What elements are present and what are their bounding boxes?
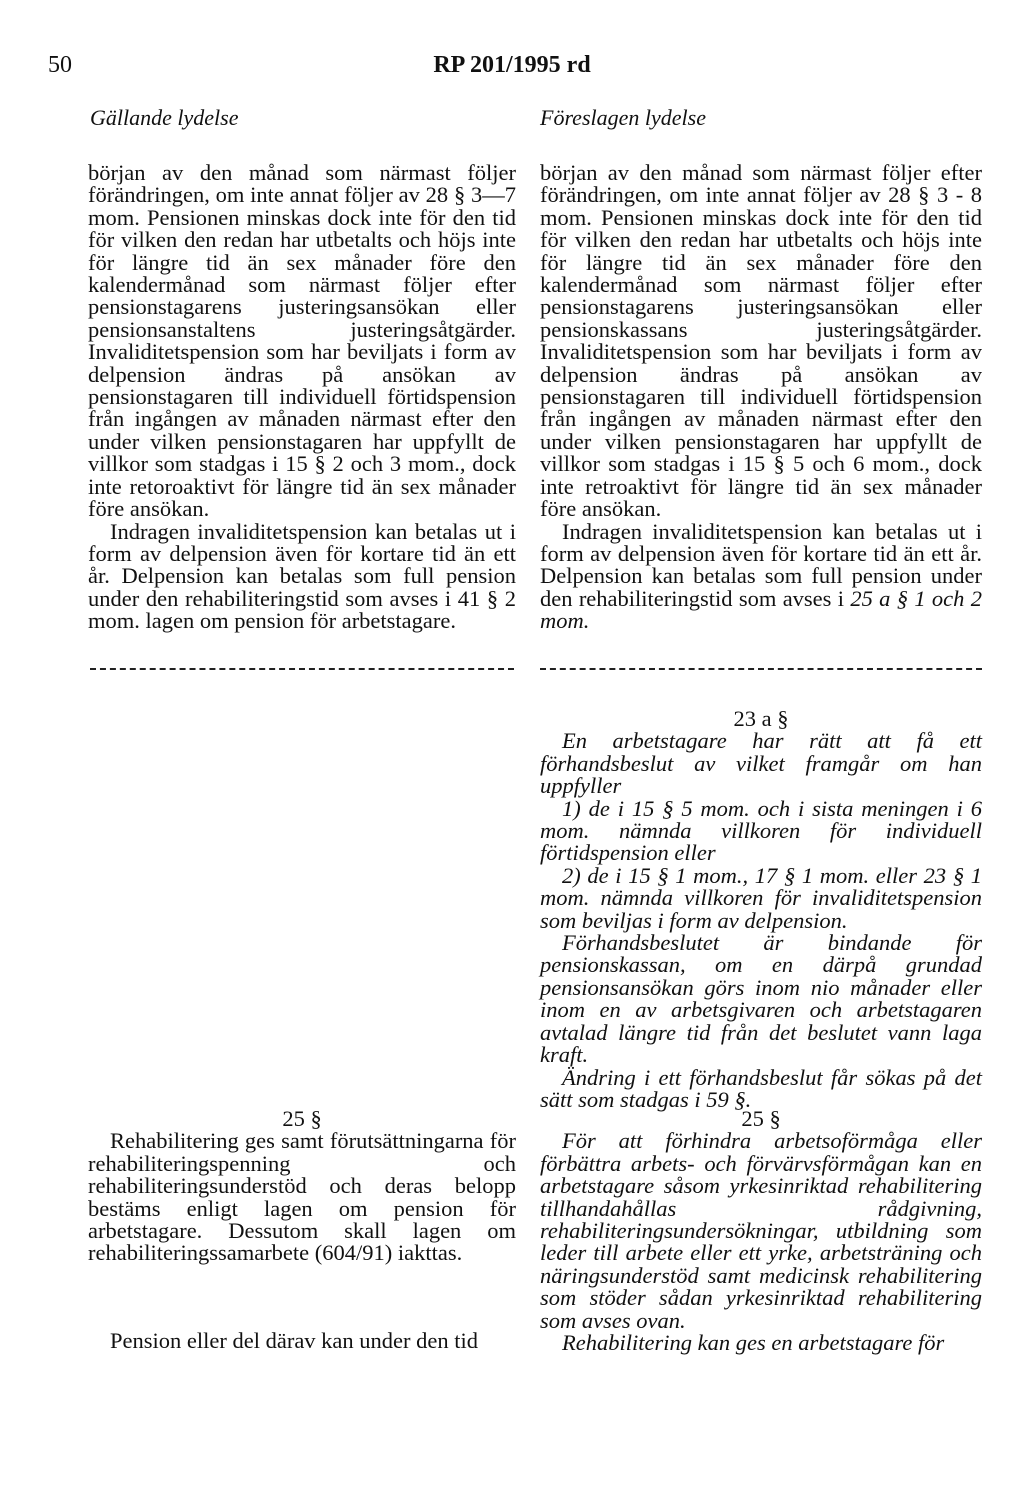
right-column-heading: Föreslagen lydelse	[540, 105, 706, 130]
left-last-line: Pension eller del därav kan under den tid	[110, 1328, 479, 1353]
section-23a-p5: Ändring i ett förhandsbeslut får sökas på det sätt som stadgas i 59 §.	[540, 1064, 982, 1112]
right-separator-dashes	[540, 668, 982, 670]
right-section-25-title: 25 §	[741, 1106, 781, 1131]
right-paragraph-1: början av den månad som närmast följer efter förändringen, om inte annat följer av 28 § 3 - 8 mom. Pensionen minskas dock inte för den tid för vilken den redan har utbetalts och höjs inte för längre tid än sex månader före den kalendermånad som närmast följer efter pensionstagarens justeringsansökan eller pensionskassans justeringsåtgärder. Invaliditetspension som har beviljats i form av delpension ändras på ansökan av pensionstagaren till individuell förtidspension från ingången av månaden närmast efter den under vilken pensionstagaren har uppfyllt de villkor som stadgas i 15 § 5 och 6 mom., dock inte retroaktivt för längre tid än sex månader före ansökan.	[540, 160, 982, 522]
left-text-block-1	[88, 162, 516, 633]
left-section-25-title: 25 §	[282, 1106, 322, 1131]
right-paragraph-2	[540, 518, 982, 634]
right-section-25-p1: För att förhindra arbetsoförmåga eller förbättra arbets- och förvärvsförmågan kan en arbetstagare såsom yrkesinriktad rehabilitering tillhandahållas rådgivning, rehabiliteringsundersökningar, utbildning som leder till arbete eller ett yrke, arbetsträning och näringsunderstöd samt medicinsk rehabilitering som stöder sådan yrkesinriktad rehabilitering som avses ovan.	[540, 1128, 982, 1333]
left-separator-dashes	[90, 668, 514, 670]
section-23a-p3: 2) de i 15 § 1 mom., 17 § 1 mom. eller 23 § 1 mom. nämnda villkoren för invaliditetspension som beviljas i form av delpension.	[540, 862, 982, 933]
left-section-25-text: Rehabilitering ges samt förutsättningarna för rehabiliteringspenning och rehabiliteringsunderstöd och deras belopp bestäms enligt lagen om pension för arbetstagare. Dessutom skall lagen om rehabiliteringssamarbete (604/91) iakttas.	[88, 1128, 516, 1266]
section-23a-p1: En arbetstagare har rätt att få ett förhandsbeslut av vilket framgår om han uppfyller	[540, 728, 982, 799]
left-column-heading: Gällande lydelse	[90, 105, 239, 130]
document-id: RP 201/1995 rd	[433, 52, 591, 78]
right-section-25	[540, 1108, 982, 1354]
left-paragraph-1: början av den månad som närmast följer förändringen, om inte annat följer av 28 § 3—7 mom. Pensionen minskas dock inte för den tid för vilken den redan har utbetalts och höjs inte för längre tid än sex månader före den kalendermånad som närmast följer efter pensionstagarens justeringsansökan eller pensionsanstaltens justeringsåtgärder. Invaliditetspension som har beviljats i form av delpension ändras på ansökan av pensionstagaren till individuell förtidspension från ingången av månaden närmast efter den under vilken pensionstagaren har uppfyllt de villkor som stadgas i 15 § 2 och 3 mom., dock inte retoroaktivt för längre tid än sex månader före ansökan.	[88, 160, 516, 522]
right-paragraph-2-italic: 25 a § 1 och 2 mom.	[540, 585, 982, 634]
section-23a-p4: Förhandsbeslutet är bindande för pensionskassan, om en därpå grundad pensionsansökan görs inom nio månader eller inom en av arbetsgivaren och arbetstagaren avtalad längre tid från det beslutet vann laga kraft.	[540, 930, 982, 1068]
right-text-block-1	[540, 162, 982, 633]
right-section-25-p2: Rehabilitering kan ges en arbetstagare för	[562, 1330, 945, 1356]
right-paragraph-2-plain: Indragen invaliditetspension kan betalas ut i form av delpension även för kortare tid än ett år. Delpension kan betalas som full pension under den rehabiliteringstid som avses i	[540, 518, 982, 611]
left-last-line-block	[88, 1330, 516, 1352]
right-section-23a	[540, 708, 982, 1111]
section-23a-p2: 1) de i 15 § 5 mom. och i sista meningen i 6 mom. nämnda villkoren för individuell förtidspension eller	[540, 795, 982, 866]
page-number: 50	[48, 52, 72, 78]
left-paragraph-2: Indragen invaliditetspension kan betalas ut i form av delpension även för kortare tid än ett år. Delpension kan betalas som full pension under den rehabiliteringstid som avses i 41 § 2 mom. lagen om pension för arbetstagare.	[88, 518, 516, 634]
section-23a-title: 23 a §	[733, 706, 789, 731]
left-section-25	[88, 1108, 516, 1265]
